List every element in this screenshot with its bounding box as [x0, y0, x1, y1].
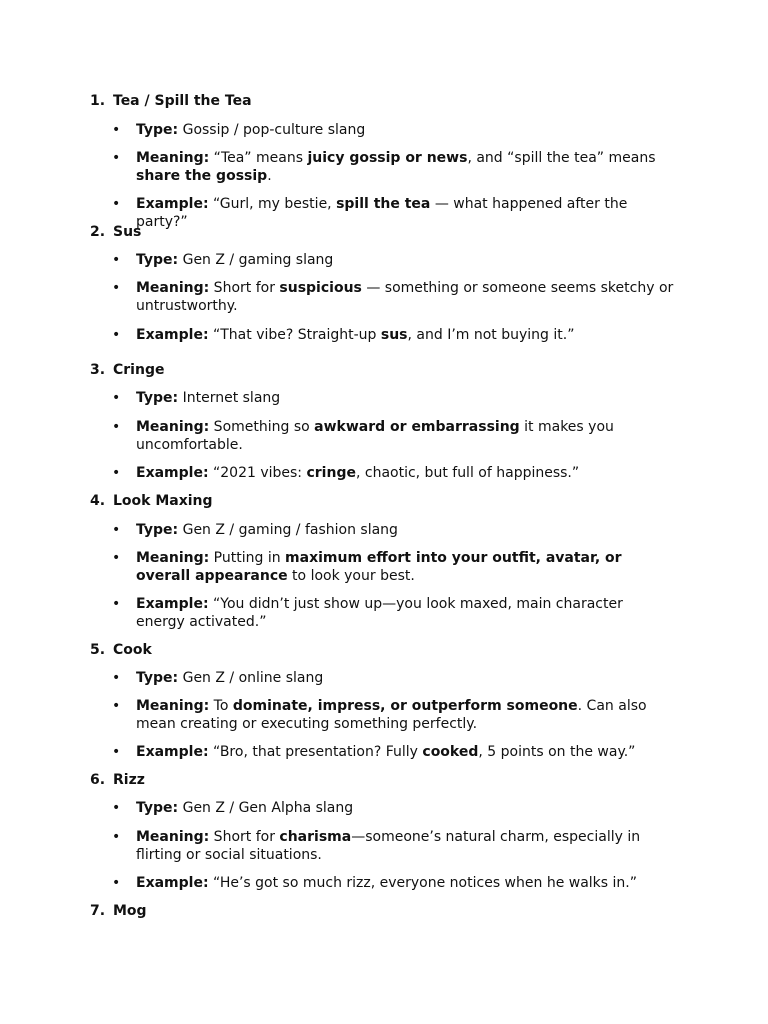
term-name: Rizz: [113, 772, 145, 788]
bullet-icon: •: [112, 390, 121, 406]
bullet-icon: •: [112, 196, 121, 212]
term-name: Cook: [113, 642, 152, 658]
term-name: Tea / Spill the Tea: [113, 93, 252, 109]
term-heading: [90, 223, 690, 241]
term-number: 5.: [90, 642, 106, 658]
term-number: 3.: [90, 362, 106, 378]
bullet-icon: •: [112, 596, 121, 612]
document-page: 1. Tea / Spill the Tea • Type: Gossip / pop-culture slang • Meaning: “Tea” means juicy gossip or news, and “spill the tea” means share the gossip. • Example: “Gurl, my bestie, spill the tea — what happened after the party?” 2. Sus • Type: Gen Z / gaming slang • Meaning: Short for suspicious — something or someone seems sketchy or untrustworthy. • Example: “That vibe? Straight-up sus, and I’m not buying it.” 3. Cringe • Type: Internet slang • Meaning: Something so awkward or embarrassing it makes you uncomfortable. • Example: “2021 vibes: cringe, chaotic, but full of happiness.” 4. Look Maxing • Type: Gen Z / gaming / fashion slang • Meaning: Putting in maximum effort into your outfit, avatar, or overall appearance to look your best. • Example: “You didn’t just show up—you look maxed, main character energy activated.” 5. Cook • Type: Gen Z / online slang • Meaning: To dominate, impress, or outperform someone. Can also mean creating or executing something perfectly. • Example: “Bro, that presentation? Fully cooked, 5 points on the way.” 6. Rizz • Type: Gen Z / Gen Alpha slang • Meaning: Short for charisma—someone’s natural charm, especially in flirting or social situations. • Example: “He’s got so much rizz, everyone notices when he walks in.” 7. Mog: [0, 0, 768, 1024]
term-name: Cringe: [113, 362, 165, 378]
bullet-icon: •: [112, 280, 121, 296]
bullet-icon: •: [112, 122, 121, 138]
bullet-icon: •: [112, 829, 121, 845]
term-number: 7.: [90, 903, 106, 919]
term-name: Look Maxing: [113, 493, 213, 509]
bullet-icon: •: [112, 670, 121, 686]
bullet-icon: •: [112, 550, 121, 566]
term-heading: [90, 771, 690, 789]
bullet-icon: •: [112, 252, 121, 268]
bullet-icon: •: [112, 800, 121, 816]
bullet-icon: •: [112, 875, 121, 891]
bullet-icon: •: [112, 419, 121, 435]
term-name: Sus: [113, 224, 142, 240]
term-number: 2.: [90, 224, 106, 240]
bullet-icon: •: [112, 465, 121, 481]
term-heading: [90, 641, 690, 659]
term-number: 1.: [90, 93, 106, 109]
term-heading: [90, 361, 690, 379]
bullet-icon: •: [112, 522, 121, 538]
term-number: 4.: [90, 493, 106, 509]
term-heading: [90, 902, 690, 920]
term-name: Mog: [113, 903, 147, 919]
term-heading: [90, 492, 690, 510]
term-heading: [90, 92, 690, 110]
bullet-icon: •: [112, 150, 121, 166]
bullet-icon: •: [112, 744, 121, 760]
bullet-icon: •: [112, 327, 121, 343]
term-number: 6.: [90, 772, 106, 788]
bullet-icon: •: [112, 698, 121, 714]
